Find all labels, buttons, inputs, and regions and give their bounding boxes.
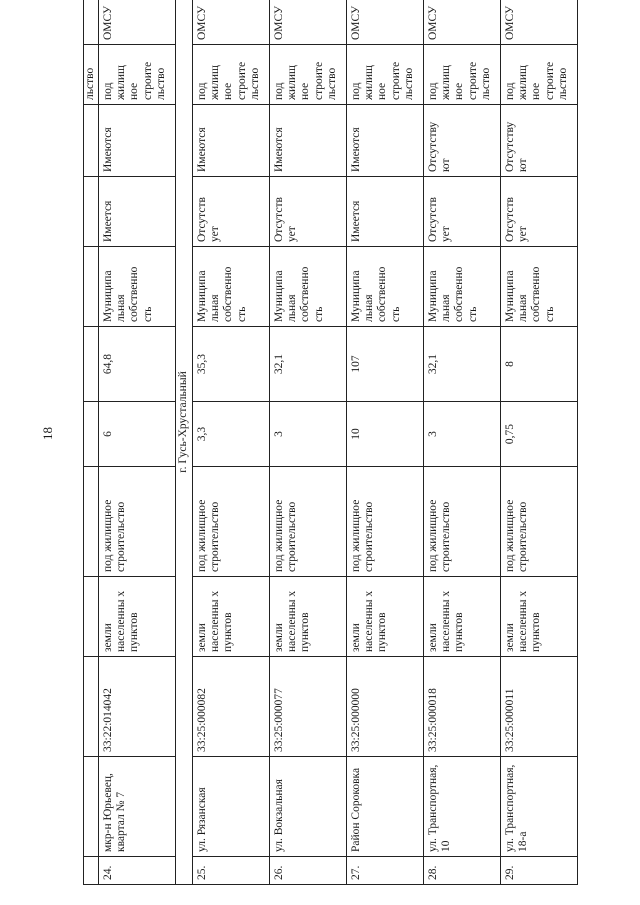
encumbrance-cell: Отсутству ют: [424, 105, 501, 177]
organization-cell: ОМСУ: [193, 0, 270, 45]
organization-cell: ОМСУ: [347, 0, 424, 45]
row-number: 26.: [270, 857, 347, 885]
infrastructure-cell: Отсутств ует: [501, 177, 578, 247]
city-header-row: [176, 0, 193, 885]
land-plots-table-page: [83, 5, 633, 885]
row-number: 28.: [424, 857, 501, 885]
category-cell: земли населенны х пунктов: [270, 577, 347, 657]
infrastructure-cell: Имеется: [99, 177, 176, 247]
purpose-cell: под жилищ ное строите льство: [501, 45, 578, 105]
area-cell: 3: [270, 402, 347, 467]
area-cell: 0,75: [501, 402, 578, 467]
area-cell: 10: [347, 402, 424, 467]
cadastral-cell: 33:25:000000: [347, 657, 424, 757]
purpose-cell: под жилищ ное строите льство: [99, 45, 176, 105]
use-cell: под жилищное строительство: [501, 467, 578, 577]
ownership-cell: Муниципа льная собственно сть: [501, 247, 578, 327]
continuation-row: [84, 0, 99, 885]
organization-cell: ОМСУ: [424, 0, 501, 45]
ownership-cell: Муниципа льная собственно сть: [347, 247, 424, 327]
infrastructure-cell: Имеется: [347, 177, 424, 247]
category-cell: земли населенны х пунктов: [501, 577, 578, 657]
area-cell: 3: [424, 402, 501, 467]
encumbrance-cell: Имеются: [347, 105, 424, 177]
ownership-cell: Муниципа льная собственно сть: [99, 247, 176, 327]
use-cell: под жилищное строительство: [99, 467, 176, 577]
encumbrance-cell: Имеются: [99, 105, 176, 177]
ownership-cell: Муниципа льная собственно сть: [424, 247, 501, 327]
address-cell: мкр-н Юрьевец, квартал № 7: [99, 757, 176, 857]
purpose-cell: под жилищ ное строите льство: [270, 45, 347, 105]
cost-cell: 64,8: [99, 327, 176, 402]
infrastructure-cell: Отсутств ует: [193, 177, 270, 247]
encumbrance-cell: Отсутству ют: [501, 105, 578, 177]
table-row: [347, 0, 424, 885]
city-header: г. Гусь-Хрустальный: [176, 0, 193, 885]
purpose-cell: под жилищ ное строите льство: [193, 45, 270, 105]
address-cell: ул. Рязанская: [193, 757, 270, 857]
table-row: [270, 0, 347, 885]
encumbrance-cell: Имеются: [270, 105, 347, 177]
area-cell: 3,3: [193, 402, 270, 467]
purpose-cell: под жилищ ное строите льство: [347, 45, 424, 105]
row-number: 24.: [99, 857, 176, 885]
encumbrance-cell: Имеются: [193, 105, 270, 177]
infrastructure-cell: Отсутств ует: [424, 177, 501, 247]
page-number: 18: [40, 427, 55, 440]
table-row: [501, 0, 578, 885]
area-cell: 6: [99, 402, 176, 467]
organization-cell: ОМСУ: [270, 0, 347, 45]
address-cell: ул. Транспортная, 18-а: [501, 757, 578, 857]
cost-cell: 32,1: [424, 327, 501, 402]
cost-cell: 8: [501, 327, 578, 402]
cadastral-cell: 33:25:000018: [424, 657, 501, 757]
purpose-cell: под жилищ ное строите льство: [424, 45, 501, 105]
row-number: 29.: [501, 857, 578, 885]
address-cell: ул. Вокзальная: [270, 757, 347, 857]
ownership-cell: Муниципа льная собственно сть: [270, 247, 347, 327]
cost-cell: 107: [347, 327, 424, 402]
category-cell: земли населенны х пунктов: [193, 577, 270, 657]
organization-cell: ОМСУ: [99, 0, 176, 45]
cost-cell: 32,1: [270, 327, 347, 402]
category-cell: земли населенны х пунктов: [347, 577, 424, 657]
continuation-purpose: льство: [84, 45, 99, 105]
ownership-cell: Муниципа льная собственно сть: [193, 247, 270, 327]
cadastral-cell: 33:25:000077: [270, 657, 347, 757]
table-row: [99, 0, 176, 885]
infrastructure-cell: Отсутств ует: [270, 177, 347, 247]
address-cell: Район Сороковка: [347, 757, 424, 857]
cadastral-cell: 33:25:000011: [501, 657, 578, 757]
use-cell: под жилищное строительство: [347, 467, 424, 577]
table-row: [424, 0, 501, 885]
category-cell: земли населенны х пунктов: [99, 577, 176, 657]
row-number: 25.: [193, 857, 270, 885]
land-plots-table: [83, 0, 578, 885]
cadastral-cell: 33:25:000082: [193, 657, 270, 757]
address-cell: ул. Транспортная, 10: [424, 757, 501, 857]
use-cell: под жилищное строительство: [193, 467, 270, 577]
category-cell: земли населенны х пунктов: [424, 577, 501, 657]
cost-cell: 35,3: [193, 327, 270, 402]
use-cell: под жилищное строительство: [270, 467, 347, 577]
organization-cell: ОМСУ: [501, 0, 578, 45]
table-row: [193, 0, 270, 885]
cadastral-cell: 33:22:014042: [99, 657, 176, 757]
row-number: 27.: [347, 857, 424, 885]
use-cell: под жилищное строительство: [424, 467, 501, 577]
